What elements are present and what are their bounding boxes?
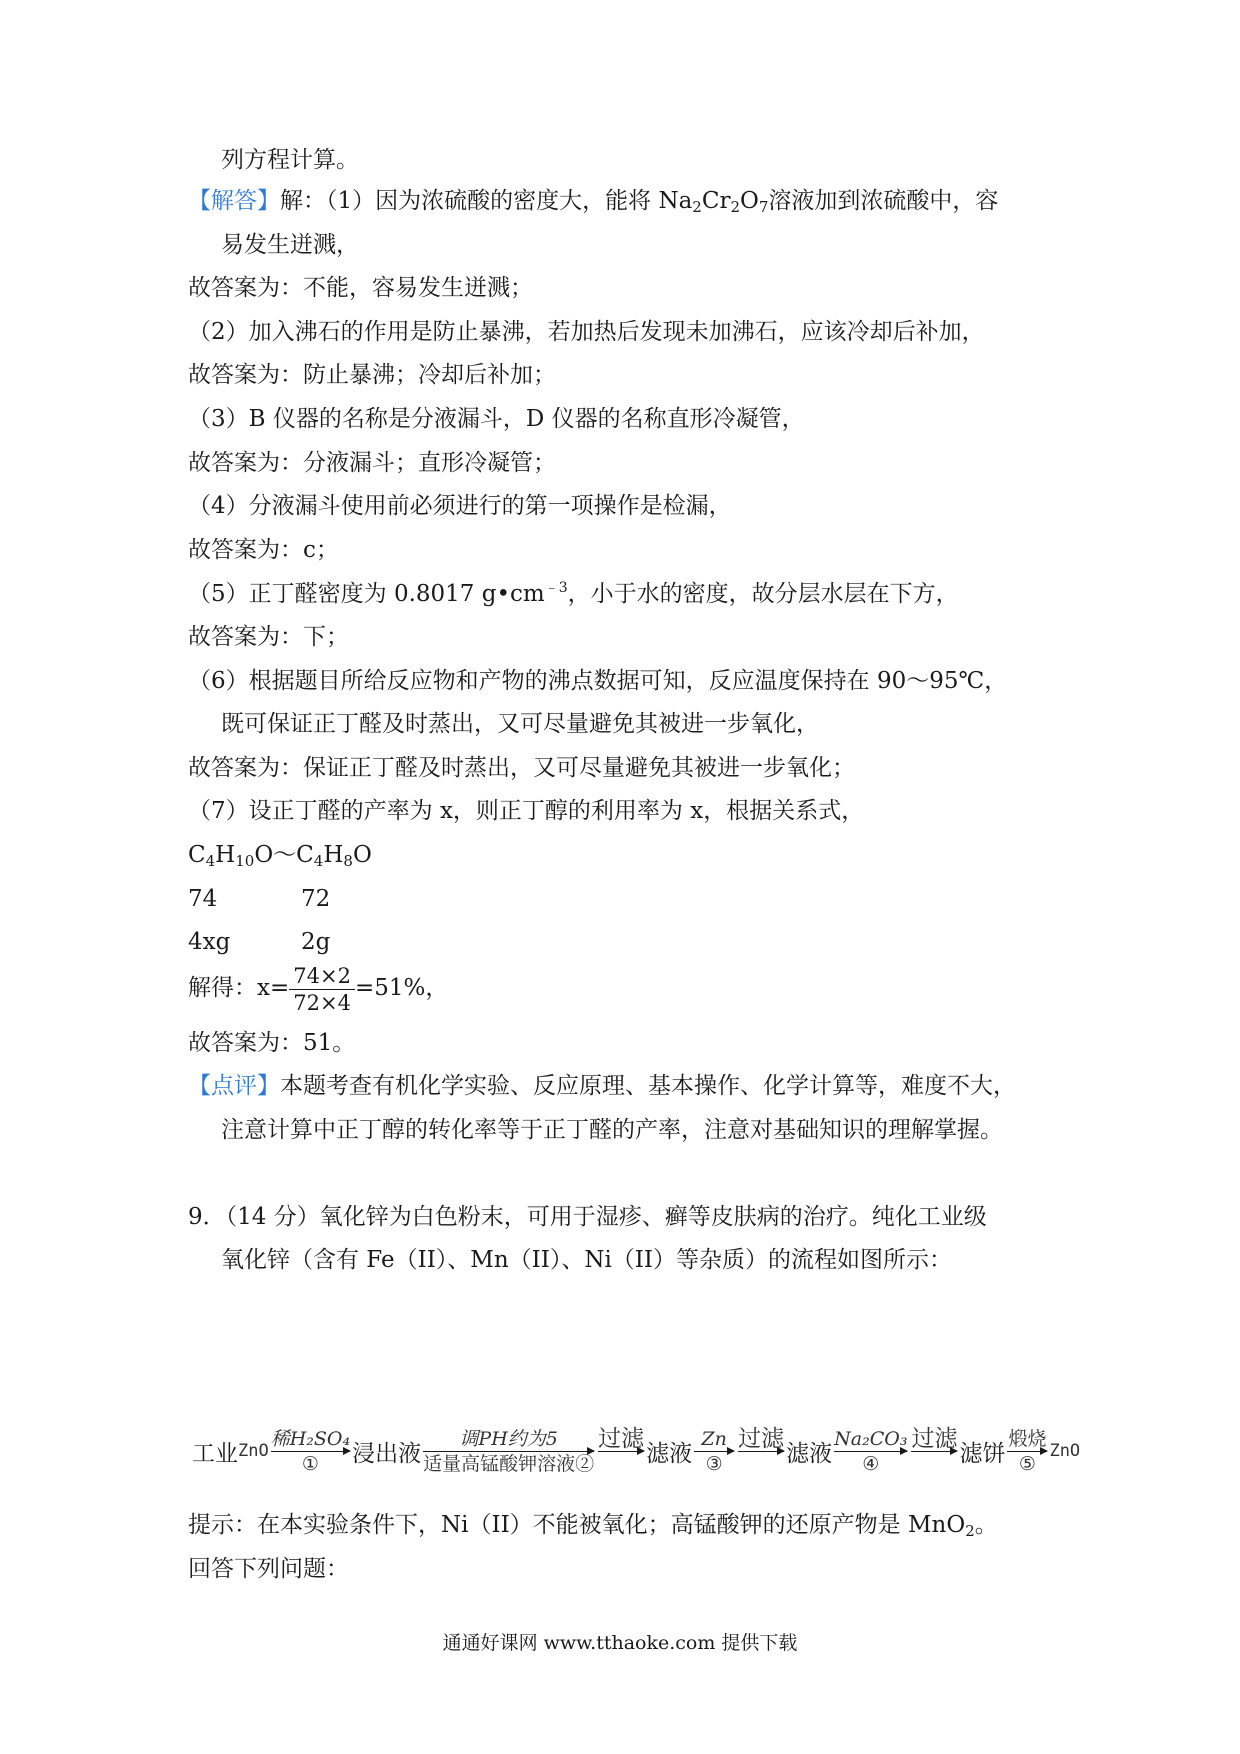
- text-line: 列方程计算。: [221, 147, 359, 173]
- flow-arrow-4: Na₂CO₃ ④: [834, 1427, 908, 1475]
- text-line: 既可保证正丁醛及时蒸出，又可尽量避免其被进一步氧化，: [221, 711, 819, 737]
- comment-line: 【点评】本题考查有机化学实验、反应原理、基本操作、化学计算等，难度不大，: [188, 1073, 1016, 1099]
- flow-arrow-filter-2: 过滤: [738, 1425, 785, 1452]
- text-line: （3）B 仪器的名称是分液漏斗，D 仪器的名称直形冷凝管，: [188, 406, 805, 432]
- flow-arrow-5: 煅烧 ⑤: [1008, 1427, 1047, 1475]
- process-flow-diagram: 工业 ZnO 稀H₂SO₄ ① 浸出液 调PH约为5 适量高锰酸钾溶液② 过滤 滤液 Zn ③ 过滤 滤液 Na₂CO₃ ④ 过滤 滤饼 煅烧 ⑤ ZnO: [192, 1425, 1081, 1475]
- question-text: 氧化锌（含有 Fe（II）、Mn（II）、Ni（II）等杂质）的流程如图所示：: [221, 1247, 952, 1273]
- text-line: 注意计算中正丁醇的转化率等于正丁醛的产率，注意对基础知识的理解掌握。: [221, 1117, 1003, 1143]
- solution-line: 解得：x= $\frac{74\times 2}{72\times 4}$ =51%，: [188, 963, 449, 1015]
- comment-tag: 【点评】: [188, 1073, 280, 1099]
- text-line: 故答案为：下；: [188, 624, 349, 650]
- text-line: 故答案为：51。: [188, 1030, 356, 1056]
- page-footer: 通通好课网 www.tthaoke.com 提供下载: [442, 1632, 798, 1654]
- flow-arrow-2: 调PH约为5 适量高锰酸钾溶液②: [423, 1427, 595, 1475]
- text-line: （4）分液漏斗使用前必须进行的第一项操作是检漏，: [188, 493, 732, 519]
- text-line: （6）根据题目所给反应物和产物的沸点数据可知，反应温度保持在 90～95℃，: [188, 668, 1008, 694]
- text-line: 故答案为：c；: [188, 537, 339, 563]
- text-line: （5）正丁醛密度为 0.8017 $g•cm^{﹣3}$，小于水的密度，故分层水层在下方，: [188, 580, 959, 607]
- text-line: 回答下列问题：: [188, 1556, 349, 1582]
- ratio-line: 74 72: [188, 886, 331, 912]
- text-line: 故答案为：保证正丁醛及时蒸出，又可尽量避免其被进一步氧化；: [188, 755, 855, 781]
- ratio-line: 4xg 2g: [188, 929, 331, 955]
- flow-arrow-3: Zn ③: [694, 1427, 734, 1476]
- answer-line: 【解答】解：（1）因为浓硫酸的密度大，能将 $Na_2Cr_2O_7$溶液加到浓硫酸中，容: [188, 188, 999, 216]
- text-line: 故答案为：不能，容易发生迸溅；: [188, 275, 533, 301]
- fraction: $\frac{74\times 2}{72\times 4}$: [289, 963, 355, 1016]
- answer-tag: 【解答】: [188, 188, 280, 214]
- flow-arrow-1: 稀H₂SO₄ ①: [270, 1427, 351, 1475]
- flow-arrow-filter-3: 过滤: [911, 1425, 958, 1452]
- flow-arrow-filter-1: 过滤: [598, 1425, 645, 1452]
- text-line: 故答案为：分液漏斗；直形冷凝管；: [188, 450, 556, 476]
- question-title: 9．（14 分）氧化锌为白色粉末，可用于湿疹、癣等皮肤病的治疗。纯化工业级: [188, 1204, 987, 1230]
- text-line: （7）设正丁醛的产率为 x，则正丁醇的利用率为 x，根据关系式，: [188, 798, 865, 824]
- text-line: 易发生迸溅，: [221, 232, 359, 258]
- hint-line: 提示：在本实验条件下，Ni（II）不能被氧化；高锰酸钾的还原产物是 MnO$_2$。: [188, 1512, 998, 1540]
- text-line: （2）加入沸石的作用是防止暴沸，若加热后发现未加沸石，应该冷却后补加，: [188, 319, 985, 345]
- text-line: 故答案为：防止暴沸；冷却后补加；: [188, 362, 556, 388]
- formula-line: $C_4H_{10}O\sim C_4H_8O$: [188, 842, 372, 870]
